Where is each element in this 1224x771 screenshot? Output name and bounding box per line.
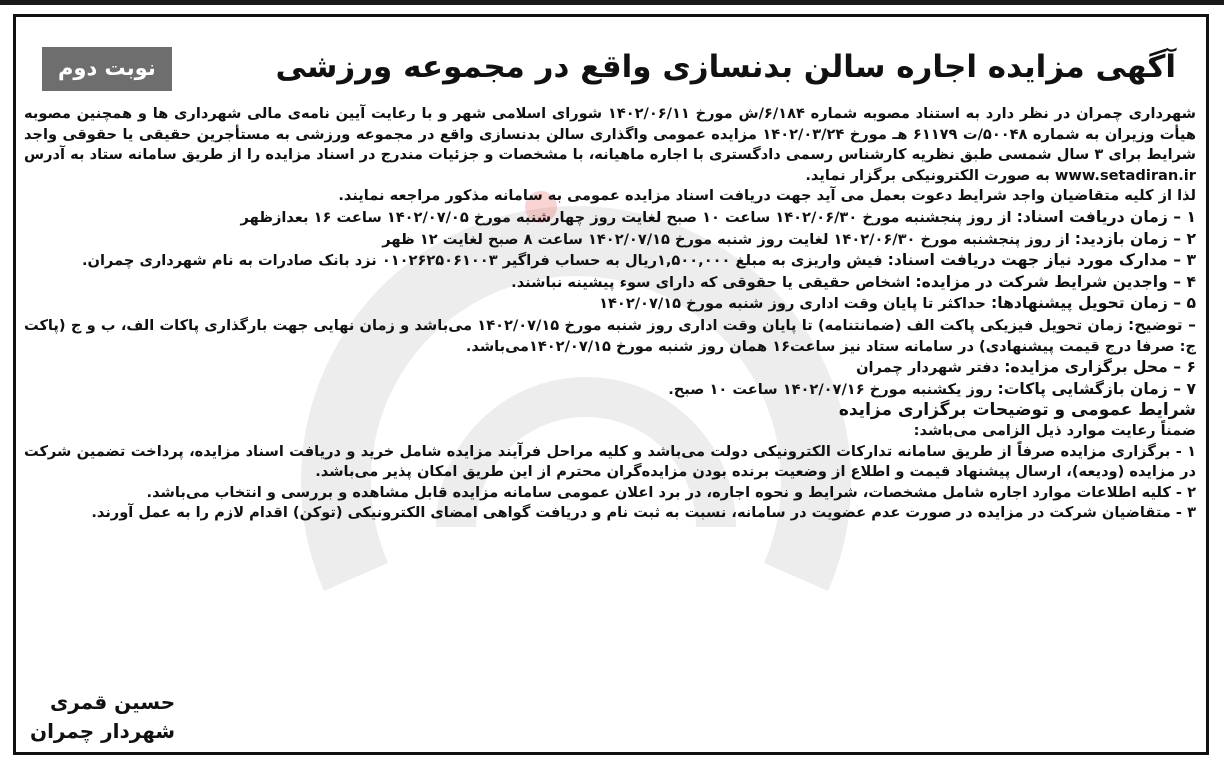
list-item [24, 293, 1196, 315]
item-text: اشخاص حقیقی یا حقوقی که دارای سوء پیشینه نباشند. [511, 273, 916, 291]
item-text: از روز پنجشنبه مورخ ۱۴۰۲/۰۶/۳۰ ساعت ۱۰ صبح لغایت روز چهارشنبه مورخ ۱۴۰۲/۰۷/۰۵ ساعت ۱۶ بعدازظهر [240, 208, 1017, 226]
item-text: روز یکشنبه مورخ ۱۴۰۲/۰۷/۱۶ ساعت ۱۰ صبح. [668, 380, 998, 398]
list-item [24, 229, 1196, 251]
item-text: فیش واریزی به مبلغ ۱,۵۰۰,۰۰۰ریال به حساب فراگیر ۰۱۰۲۶۲۵۰۶۱۰۰۳ نزد بانک صادرات به نام شهرداری چمران. [81, 252, 888, 270]
conditions-heading: شرایط عمومی و توضیحات برگزاری مزایده [838, 400, 1196, 421]
list-item [24, 250, 1196, 272]
item-label: ۶ – محل برگزاری مزایده: [1004, 358, 1196, 377]
ad-body [24, 104, 1196, 524]
edition-badge: نوبت دوم [42, 47, 172, 91]
signer-name: حسین قمری [49, 690, 176, 714]
list-item [24, 357, 1196, 379]
item-label: ۱ – زمان دریافت اسناد: [1016, 207, 1196, 226]
item-label: ۲ – زمان بازدید: [1074, 229, 1196, 248]
top-rule [0, 0, 1224, 5]
signature-block [30, 688, 175, 746]
item-text: از روز پنجشنبه مورخ ۱۴۰۲/۰۶/۳۰ لغایت روز شنبه مورخ ۱۴۰۲/۰۷/۱۵ ساعت ۸ صبح لغایت ۱۲ ظهر [382, 230, 1075, 248]
item-label: ۴ – واجدین شرایط شرکت در مزایده: [915, 272, 1196, 291]
item-label: ۳ – مدارک مورد نیاز جهت دریافت اسناد: [887, 251, 1196, 270]
item-text: زمان تحویل فیزیکی پاکت الف (ضمانتنامه) تا پایان وقت اداری روز شنبه مورخ ۱۴۰۲/۰۷/۱۵ می‌باشد و زمان نهایی جهت بارگذاری پاکات الف، ب و ج (پاکت ج: صرفا درج قیمت پیشنهادی) در سامانه ستاد نیز ساعت۱۶ همان روز شنبه مورخ ۱۴۰۲/۰۷/۱۵می‌باشد. [24, 316, 1196, 355]
signer-title: شهردار چمران [30, 719, 176, 743]
item-text: دفتر شهردار چمران [856, 359, 1005, 377]
page-title: آگهی مزایده اجاره سالن بدنسازی واقع در مجموعه ورزشی [275, 49, 1176, 85]
condition-item: ۱ - برگزاری مزایده صرفاً از طریق سامانه تدارکات الکترونیکی دولت می‌باشد و کلیه مراحل فرآیند مزایده شامل خرید و دریافت اسناد مزایده، پرداخت تضمین شرکت در مزایده (ودیعه)، ارسال پیشنهاد قیمت و اطلاع از وضعیت برنده بودن مزایده‌گران محترم از این طریق امکان پذیر می‌باشد. [24, 442, 1196, 481]
list-item [24, 315, 1196, 357]
conditions-intro: ضمناً رعایت موارد ذیل الزامی می‌باشد: [913, 421, 1196, 439]
header [42, 43, 1176, 105]
list-item [24, 272, 1196, 294]
item-label: ۷ – زمان بازگشایی پاکات: [997, 379, 1196, 398]
item-label: – توضیح: [1128, 315, 1196, 334]
invite-paragraph: لذا از کلیه متقاضیان واجد شرایط دعوت بعمل می آید جهت دریافت اسناد مزایده عمومی به سامانه مذکور مراجعه نمایند. [338, 187, 1196, 205]
condition-item: ۲ - کلیه اطلاعات موارد اجاره شامل مشخصات، شرایط و نحوه اجاره، در برد اعلان عمومی سامانه مزایده قابل مشاهده و بررسی و انتخاب می‌باشد. [146, 483, 1196, 501]
intro-paragraph: شهرداری چمران در نظر دارد به استناد مصوبه شماره ۶/۱۸۴/ش مورخ ۱۴۰۲/۰۶/۱۱ شورای اسلامی شهر و با رعایت آیین نامه‌ی مالی شهرداری ها و همچنین مصوبه هیأت وزیران به شماره ۵۰۰۴۸/ت ۶۱۱۷۹ هـ مورخ ۱۴۰۲/۰۳/۲۴ مزایده عمومی واگذاری سالن بدنسازی واقع در مجموعه ورزشی به مستأجرین حقیقی یا حقوقی واجد شرایط برای ۳ سال شمسی طبق نظریه کارشناس رسمی دادگستری با اجاره ماهیانه، با مشخصات و جزئیات مندرج در اسناد مزایده را از طریق سامانه ستاد به آدرس www.setadiran.ir به صورت الکترونیکی برگزار نماید. [24, 105, 1197, 184]
condition-item: ۳ - متقاضیان شرکت در مزایده در صورت عدم عضویت در سامانه، نسبت به ثبت نام و دریافت گواهی امضای الکترونیکی (توکن) اقدام لازم را به عمل آورند. [91, 504, 1196, 522]
item-label: ۵ – زمان تحویل پیشنهادها: [991, 294, 1196, 313]
item-text: حداکثر تا پایان وقت اداری روز شنبه مورخ ۱۴۰۲/۰۷/۱۵ [599, 295, 991, 313]
list-item [24, 207, 1196, 229]
list-item [24, 379, 1196, 401]
